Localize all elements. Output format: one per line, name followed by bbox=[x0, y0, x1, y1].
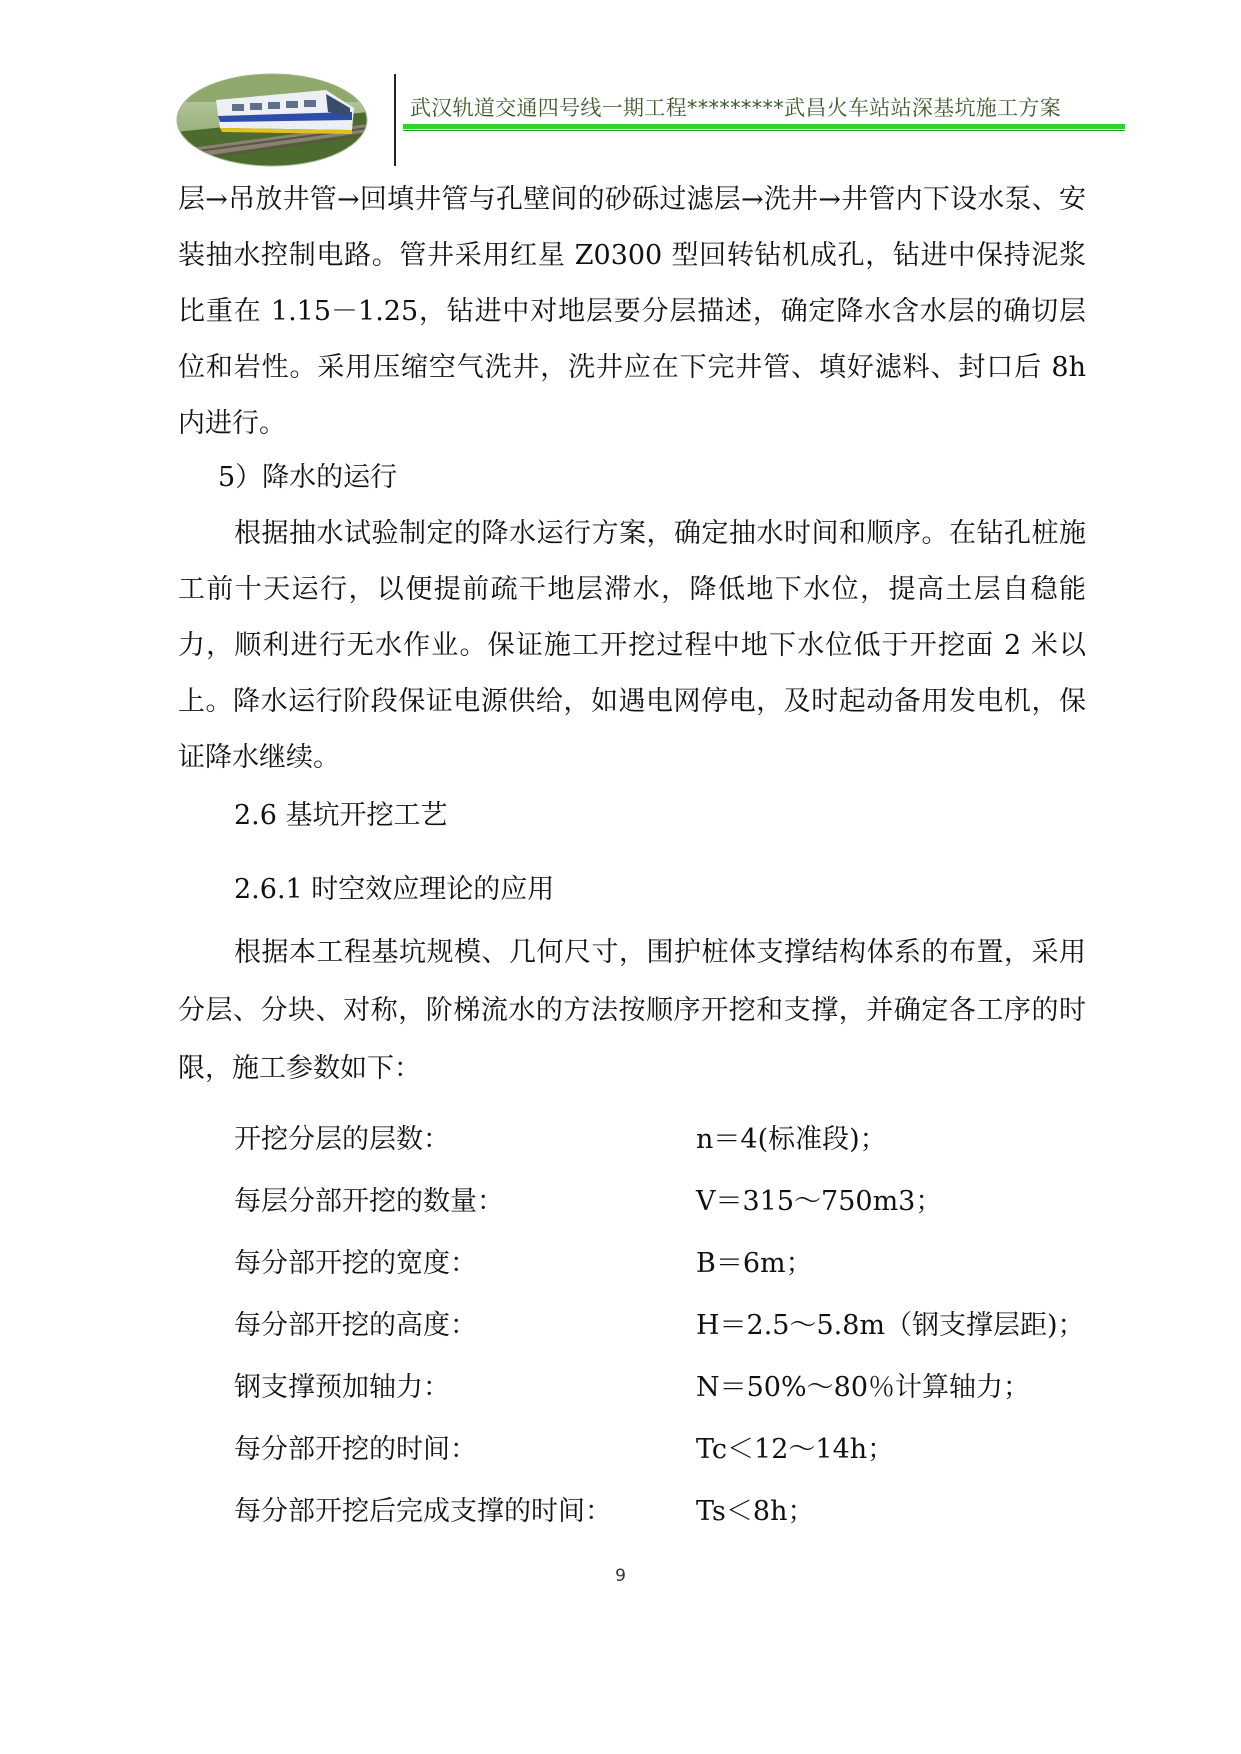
parameter-row bbox=[234, 1298, 1094, 1360]
parameter-value: V＝315～750m3； bbox=[696, 1186, 943, 1217]
parameter-label: 每层分部开挖的数量： bbox=[234, 1186, 504, 1217]
page-header bbox=[0, 0, 1241, 160]
section-heading-time-space-effect: 2.6.1 时空效应理论的应用 bbox=[234, 874, 555, 905]
train-photo-icon bbox=[176, 72, 368, 168]
header-title: 武汉轨道交通四号线一期工程*********武昌火车站站深基坑施工方案 bbox=[410, 96, 1061, 120]
page-number: 9 bbox=[615, 1566, 626, 1586]
parameter-label: 每分部开挖的高度： bbox=[234, 1310, 477, 1341]
header-rule bbox=[403, 124, 1125, 129]
paragraph-well-construction: 层→吊放井管→回填井管与孔壁间的砂砾过滤层→洗井→井管内下设水泵、安装抽水控制电路。管井采用红星 Z0300 型回转钻机成孔，钻进中保持泥浆比重在 1.15－1.25，钻进中对地层要分层描述，确定降水含水层的确切层位和岩性。采用压缩空气洗井，洗井应在下完井管、填好滤料、封口后 8h 内进行。 bbox=[178, 184, 1086, 439]
section-heading-excavation: 2.6 基坑开挖工艺 bbox=[234, 800, 448, 831]
parameter-row bbox=[234, 1484, 1094, 1546]
parameter-value: N＝50%～80％计算轴力； bbox=[696, 1372, 1030, 1403]
parameter-value: Tc＜12～14h； bbox=[696, 1434, 895, 1465]
parameter-value: B＝6m； bbox=[696, 1248, 813, 1279]
parameter-row bbox=[234, 1422, 1094, 1484]
parameter-label: 钢支撑预加轴力： bbox=[234, 1372, 450, 1403]
parameter-label: 每分部开挖的宽度： bbox=[234, 1248, 477, 1279]
paragraph-excavation-method: 根据本工程基坑规模、几何尺寸，围护桩体支撑结构体系的布置，采用分层、分块、对称，阶梯流水的方法按顺序开挖和支撑，并确定各工序的时限，施工参数如下： bbox=[178, 937, 1086, 1084]
parameter-row bbox=[234, 1174, 1094, 1236]
parameter-row bbox=[234, 1236, 1094, 1298]
parameter-label: 每分部开挖的时间： bbox=[234, 1434, 477, 1465]
parameter-label: 开挖分层的层数： bbox=[234, 1124, 450, 1155]
parameter-value: n＝4(标准段)； bbox=[696, 1124, 887, 1155]
parameter-row bbox=[234, 1112, 1094, 1174]
parameter-value: H＝2.5～5.8m（钢支撑层距)； bbox=[696, 1310, 1085, 1341]
paragraph-dewatering-operation: 根据抽水试验制定的降水运行方案，确定抽水时间和顺序。在钻孔桩施工前十天运行，以便提前疏干地层滞水，降低地下水位，提高土层自稳能力，顺利进行无水作业。保证施工开挖过程中地下水位低于开挖面 2 米以上。降水运行阶段保证电源供给，如遇电网停电，及时起动备用发电机，保证降水继续。 bbox=[178, 518, 1086, 773]
parameter-label: 每分部开挖后完成支撑的时间： bbox=[234, 1496, 612, 1527]
parameter-list bbox=[234, 1112, 1094, 1546]
parameter-row bbox=[234, 1360, 1094, 1422]
section-heading-dewatering-operation: 5）降水的运行 bbox=[218, 462, 398, 493]
header-divider bbox=[394, 74, 396, 166]
header-rule-thin bbox=[403, 130, 1125, 131]
parameter-value: Ts＜8h； bbox=[696, 1496, 815, 1527]
